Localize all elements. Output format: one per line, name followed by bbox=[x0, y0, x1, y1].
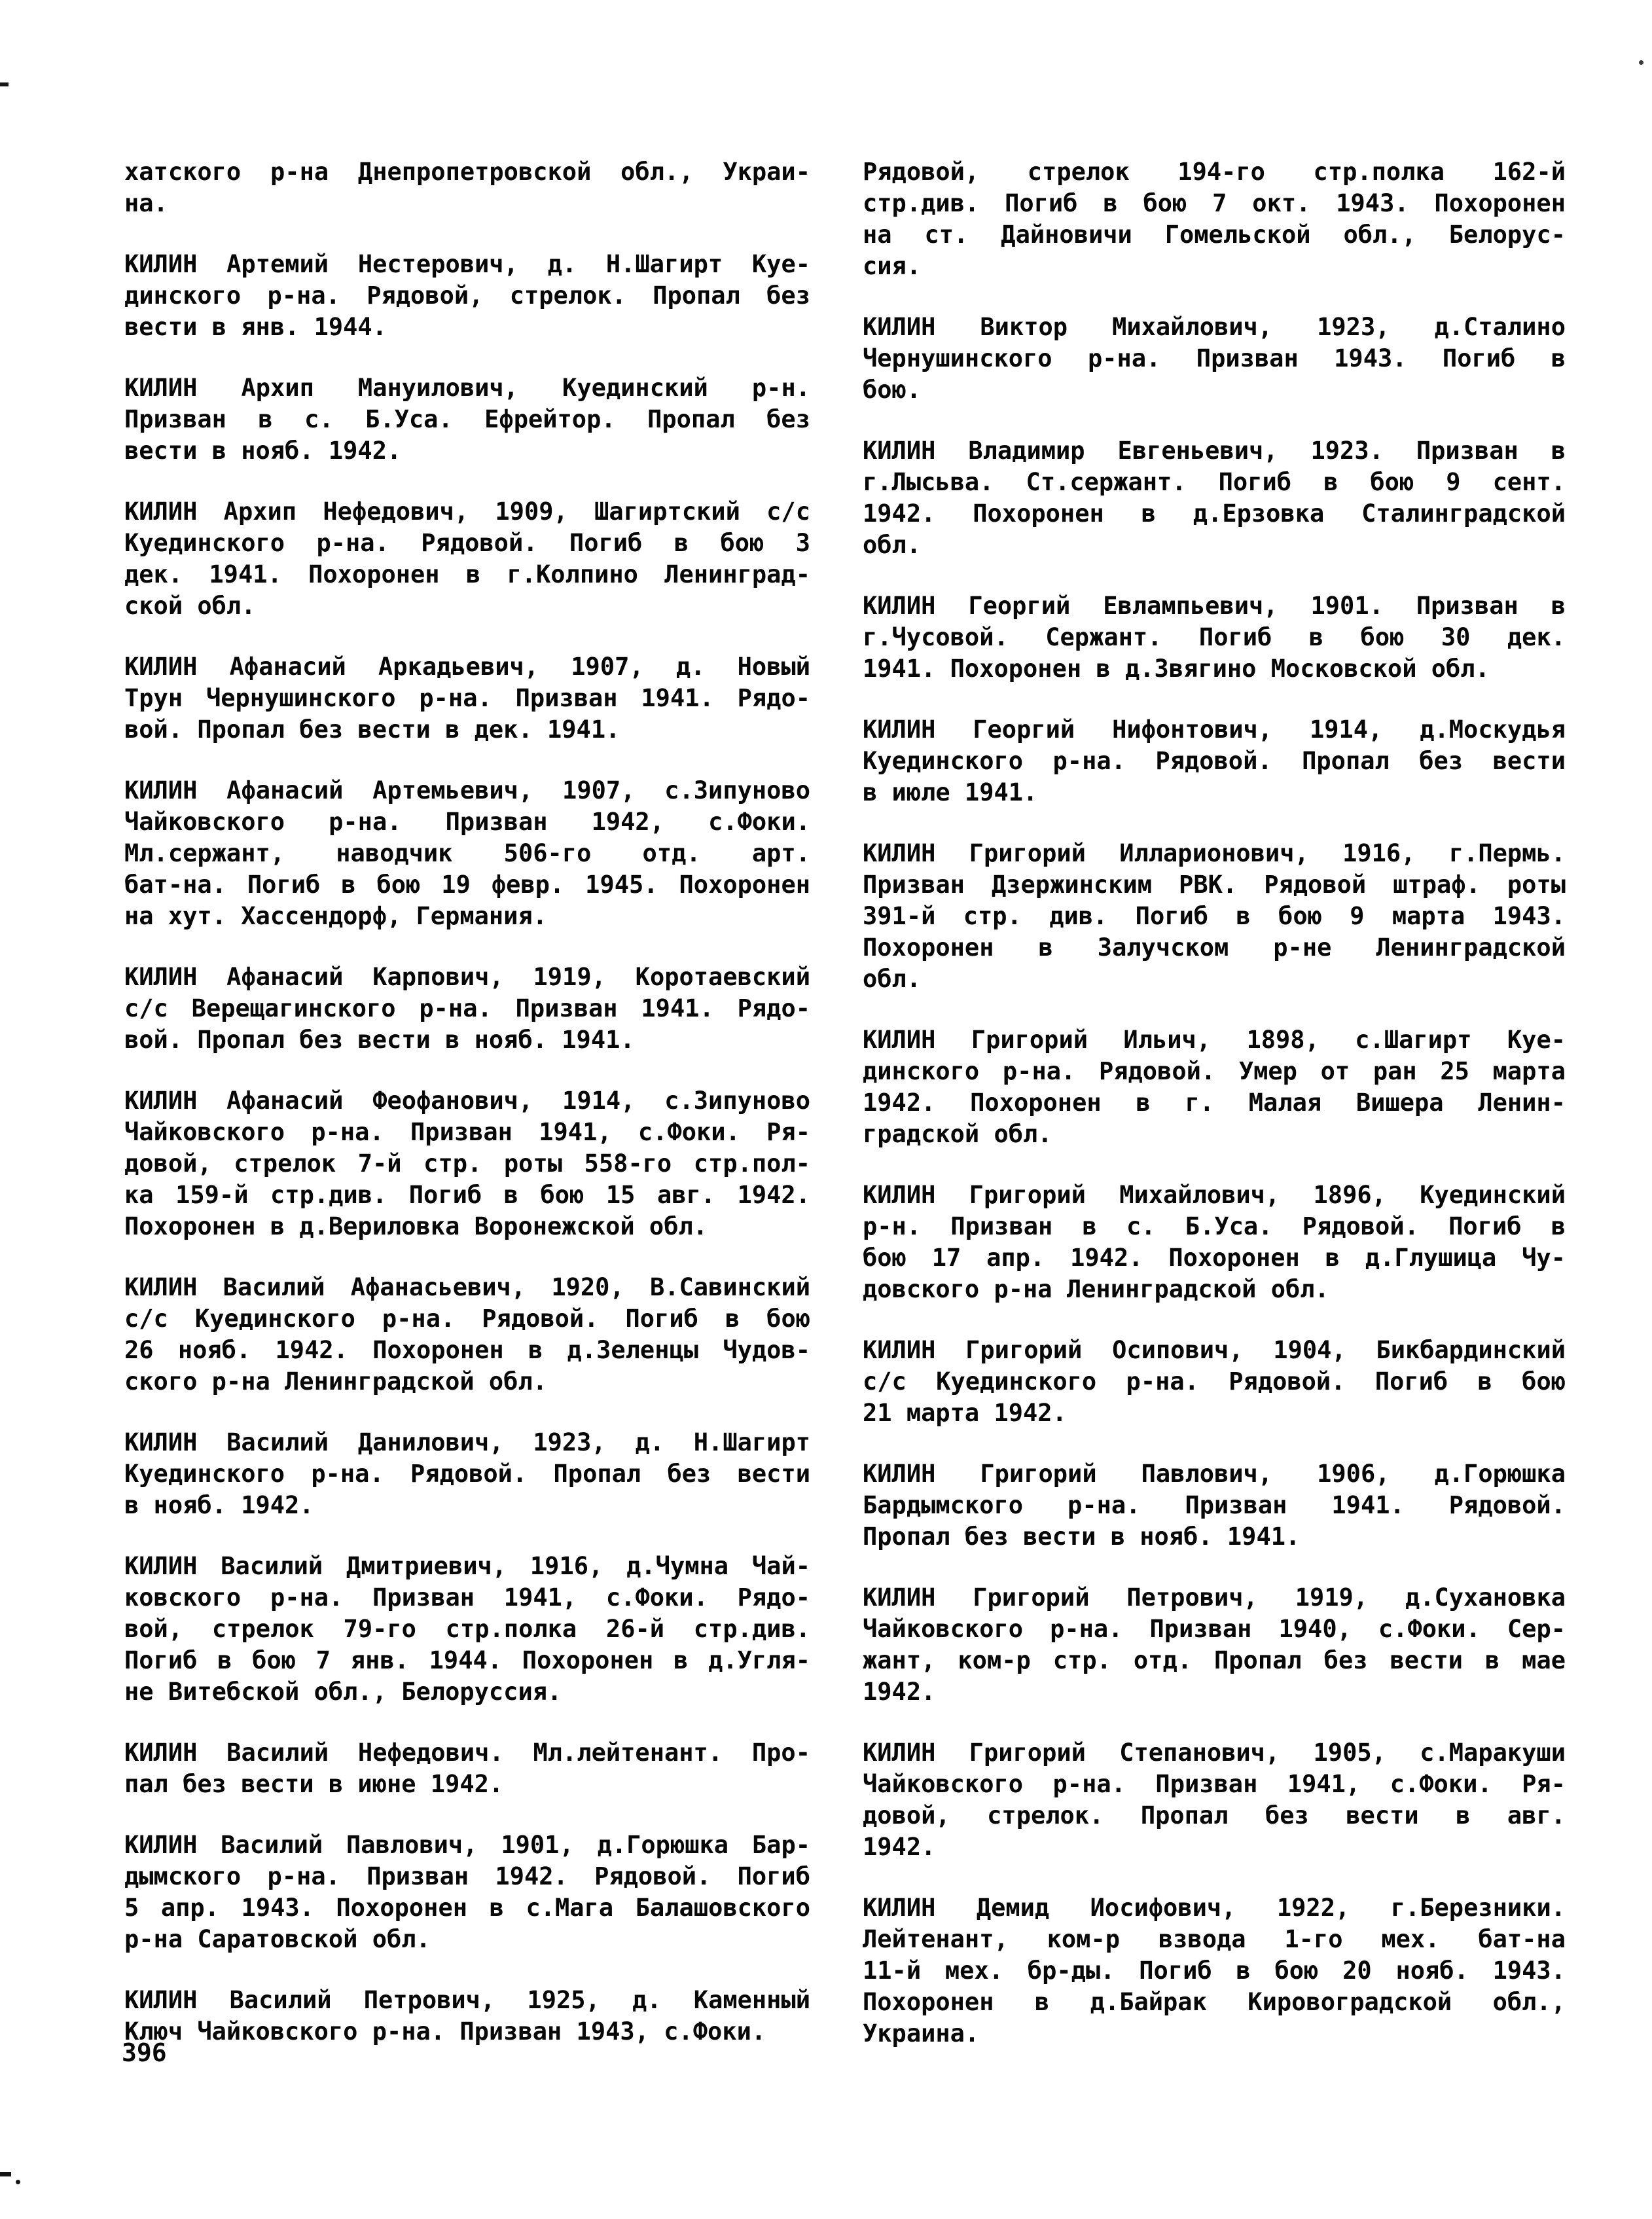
entry-line: КИЛИН Архип Мануилович, Куединский р-н. bbox=[124, 374, 810, 402]
entry-line: г.Лысьва. Ст.сержант. Погиб в бою 9 сент. bbox=[863, 468, 1566, 496]
entry-line: КИЛИН Григорий Петрович, 1919, д.Сухановка bbox=[863, 1583, 1566, 1612]
entry-line: динского р-на. Рядовой. Умер от ран 25 марта bbox=[863, 1057, 1566, 1085]
entry bbox=[863, 1582, 1566, 1708]
entry-line: 1942. bbox=[863, 1678, 936, 1706]
entry-line: пал без вести в июне 1942. bbox=[124, 1770, 504, 1798]
entry-line: КИЛИН Василий Павлович, 1901, д.Горюшка Бар- bbox=[124, 1831, 810, 1859]
entry-line: Похоронен в Залучском р-не Ленинградской bbox=[863, 933, 1566, 962]
page-number: 396 bbox=[122, 2038, 167, 2067]
entry-line: в нояб. 1942. bbox=[124, 1491, 314, 1519]
entry bbox=[124, 1737, 810, 1800]
entry-line: Чайковского р-на. Призван 1941, с.Фоки. Ря- bbox=[863, 1770, 1566, 1798]
entry-line: вой. Пропал без вести в дек. 1941. bbox=[124, 715, 620, 744]
entry-line: обл. bbox=[863, 531, 922, 559]
entry bbox=[124, 249, 810, 343]
entry-line: Чайковского р-на. Призван 1940, с.Фоки. Сер- bbox=[863, 1615, 1566, 1643]
entry-line: КИЛИН Василий Нефедович. Мл.лейтенант. Про- bbox=[124, 1739, 810, 1767]
entry-line: в июле 1941. bbox=[863, 778, 1038, 806]
entry bbox=[863, 1180, 1566, 1305]
entry-line: КИЛИН Афанасий Карпович, 1919, Коротаевский bbox=[124, 963, 810, 991]
entry-line: ского р-на Ленинградской обл. bbox=[124, 1367, 548, 1396]
entry-line: КИЛИН Георгий Евлампьевич, 1901. Призван в bbox=[863, 592, 1566, 620]
entry-line: с/с Куединского р-на. Рядовой. Погиб в бою bbox=[863, 1367, 1566, 1396]
entry-line: 5 апр. 1943. Похоронен в с.Мага Балашовского bbox=[124, 1894, 810, 1922]
scan-artifact bbox=[16, 2180, 20, 2184]
entry bbox=[124, 1427, 810, 1521]
entry-line: КИЛИН Демид Иосифович, 1922, г.Березники. bbox=[863, 1894, 1566, 1922]
entry-line: на. bbox=[124, 189, 168, 217]
entry bbox=[863, 1024, 1566, 1150]
entry-line: Бардымского р-на. Призван 1941. Рядовой. bbox=[863, 1491, 1566, 1519]
entry bbox=[124, 651, 810, 746]
entry-line: стр.див. Погиб в бою 7 окт. 1943. Похоронен bbox=[863, 189, 1566, 217]
entry-line: сия. bbox=[863, 252, 922, 280]
entry bbox=[124, 962, 810, 1056]
entry-line: КИЛИН Василий Данилович, 1923, д. Н.Шагирт bbox=[124, 1428, 810, 1456]
entry-line: КИЛИН Афанасий Феофанович, 1914, с.Зипуново bbox=[124, 1087, 810, 1115]
entry-line: ской обл. bbox=[124, 592, 256, 620]
entry-line: Призван в с. Б.Уса. Ефрейтор. Пропал без bbox=[124, 405, 810, 433]
entry-line: КИЛИН Георгий Нифонтович, 1914, д.Москудья bbox=[863, 715, 1566, 744]
entry-line: довой, стрелок. Пропал без вести в авг. bbox=[863, 1801, 1566, 1830]
entry-line: не Витебской обл., Белоруссия. bbox=[124, 1678, 562, 1706]
entry-line: 1942. Похоронен в г. Малая Вишера Ленин- bbox=[863, 1089, 1566, 1117]
entry-line: Погиб в бою 7 янв. 1944. Похоронен в д.Угля- bbox=[124, 1646, 810, 1674]
scan-artifact bbox=[1639, 60, 1643, 65]
entry-line: Чайковского р-на. Призван 1942, с.Фоки. bbox=[124, 808, 810, 836]
entry bbox=[124, 1272, 810, 1398]
entry-line: хатского р-на Днепропетровской обл., Украи- bbox=[124, 158, 810, 186]
entry-line: 21 марта 1942. bbox=[863, 1399, 1067, 1427]
entry-line: Трун Чернушинского р-на. Призван 1941. Рядо- bbox=[124, 684, 810, 712]
entry-line: КИЛИН Григорий Илларионович, 1916, г.Пермь. bbox=[863, 839, 1566, 867]
entry-line: Украина. bbox=[863, 2019, 980, 2048]
entry-line: Призван Дзержинским РВК. Рядовой штраф. роты bbox=[863, 871, 1566, 899]
entry-line: Мл.сержант, наводчик 506-го отд. арт. bbox=[124, 839, 810, 867]
entry-line: КИЛИН Григорий Ильич, 1898, с.Шагирт Куе- bbox=[863, 1026, 1566, 1054]
entry-line: КИЛИН Владимир Евгеньевич, 1923. Призван в bbox=[863, 437, 1566, 465]
entry-line: вой, стрелок 79-го стр.полка 26-й стр.див. bbox=[124, 1615, 810, 1643]
entry-line: КИЛИН Афанасий Аркадьевич, 1907, д. Новый bbox=[124, 653, 810, 681]
entry bbox=[124, 156, 810, 219]
entry-line: КИЛИН Григорий Михайлович, 1896, Куединский bbox=[863, 1181, 1566, 1209]
entry-line: на ст. Дайновичи Гомельской обл., Белорус- bbox=[863, 221, 1566, 249]
entry-line: 1942. Похоронен в д.Ерзовка Сталинградской bbox=[863, 499, 1566, 528]
entry-line: жант, ком-р стр. отд. Пропал без вести в мае bbox=[863, 1646, 1566, 1674]
entry bbox=[863, 435, 1566, 561]
entry-line: 391-й стр. див. Погиб в бою 9 марта 1943. bbox=[863, 902, 1566, 930]
entry-line: 1942. bbox=[863, 1833, 936, 1861]
entry-line: 11-й мех. бр-ды. Погиб в бою 20 нояб. 1943. bbox=[863, 1957, 1566, 1985]
entry bbox=[124, 496, 810, 622]
entry-line: КИЛИН Василий Петрович, 1925, д. Каменный bbox=[124, 1986, 810, 2014]
entry-line: КИЛИН Григорий Павлович, 1906, д.Горюшка bbox=[863, 1460, 1566, 1488]
entry-line: г.Чусовой. Сержант. Погиб в бою 30 дек. bbox=[863, 623, 1566, 651]
entry-line: ка 159-й стр.див. Погиб в бою 15 авг. 1942. bbox=[124, 1181, 810, 1209]
entry-line: Куединского р-на. Рядовой. Пропал без вести bbox=[124, 1460, 810, 1488]
entry-line: бою 17 апр. 1942. Похоронен в д.Глушица Чу- bbox=[863, 1244, 1566, 1272]
left-column bbox=[124, 156, 810, 2077]
entry-line: Чайковского р-на. Призван 1941, с.Фоки. Ря- bbox=[124, 1118, 810, 1146]
entry bbox=[124, 1830, 810, 1955]
entry-line: бат-на. Погиб в бою 19 февр. 1945. Похоронен bbox=[124, 871, 810, 899]
entry-line: КИЛИН Артемий Нестерович, д. Н.Шагирт Куе- bbox=[124, 250, 810, 278]
scan-artifact bbox=[0, 2172, 11, 2176]
entry-line: Похоронен в д.Байрак Кировоградской обл., bbox=[863, 1988, 1566, 2016]
entry-line: КИЛИН Григорий Осипович, 1904, Бикбардинский bbox=[863, 1336, 1566, 1364]
entry bbox=[863, 1335, 1566, 1429]
entry bbox=[863, 1892, 1566, 2049]
entry-line: Рядовой, стрелок 194-го стр.полка 162-й bbox=[863, 158, 1566, 186]
entry-line: на хут. Хассендорф, Германия. bbox=[124, 902, 548, 930]
entry-line: дымского р-на. Призван 1942. Рядовой. Погиб bbox=[124, 1862, 810, 1890]
entry bbox=[124, 1551, 810, 1708]
entry-line: с/с Верещагинского р-на. Призван 1941. Рядо- bbox=[124, 994, 810, 1022]
entry-line: с/с Куединского р-на. Рядовой. Погиб в бою bbox=[124, 1305, 810, 1333]
entry-line: КИЛИН Архип Нефедович, 1909, Шагиртский с/с bbox=[124, 497, 810, 526]
entry-line: КИЛИН Виктор Михайлович, 1923, д.Сталино bbox=[863, 313, 1566, 341]
entry-line: довского р-на Ленинградской обл. bbox=[863, 1275, 1329, 1303]
entry-line: градской обл. bbox=[863, 1120, 1052, 1148]
entry-line: ковского р-на. Призван 1941, с.Фоки. Рядо- bbox=[124, 1583, 810, 1612]
entry-line: 26 нояб. 1942. Похоронен в д.Зеленцы Чудов- bbox=[124, 1336, 810, 1364]
entry-line: КИЛИН Афанасий Артемьевич, 1907, с.Зипуново bbox=[124, 776, 810, 804]
entry-line: КИЛИН Василий Афанасьевич, 1920, В.Савинский bbox=[124, 1273, 810, 1301]
entry-line: р-н. Призван в с. Б.Уса. Рядовой. Погиб в bbox=[863, 1212, 1566, 1240]
entry-line: Лейтенант, ком-р взвода 1-го мех. бат-на bbox=[863, 1925, 1566, 1953]
entry-line: вой. Пропал без вести в нояб. 1941. bbox=[124, 1026, 635, 1054]
entry-line: вести в янв. 1944. bbox=[124, 313, 387, 341]
entry bbox=[863, 714, 1566, 808]
right-column bbox=[863, 156, 1566, 2079]
entry-line: Чернушинского р-на. Призван 1943. Погиб в bbox=[863, 344, 1566, 372]
entry bbox=[124, 372, 810, 467]
entry-line: довой, стрелок 7-й стр. роты 558-го стр.пол- bbox=[124, 1149, 810, 1178]
entry-line: КИЛИН Василий Дмитриевич, 1916, д.Чумна Чай- bbox=[124, 1552, 810, 1580]
entry-line: Куединского р-на. Рядовой. Пропал без вести bbox=[863, 747, 1566, 775]
entry bbox=[124, 775, 810, 932]
scan-artifact bbox=[0, 82, 9, 86]
entry bbox=[863, 838, 1566, 995]
entry-line: Пропал без вести в нояб. 1941. bbox=[863, 1523, 1301, 1551]
entry-line: дек. 1941. Похоронен в г.Колпино Ленинград- bbox=[124, 560, 810, 588]
entry-line: динского р-на. Рядовой, стрелок. Пропал без bbox=[124, 281, 810, 310]
entry-line: Похоронен в д.Вериловка Воронежской обл. bbox=[124, 1212, 708, 1240]
entry-line: обл. bbox=[863, 965, 922, 993]
entry bbox=[124, 1985, 810, 2048]
entry-line: вести в нояб. 1942. bbox=[124, 437, 402, 465]
entry-line: бою. bbox=[863, 376, 922, 404]
entry bbox=[863, 1458, 1566, 1553]
entry bbox=[863, 590, 1566, 685]
entry-line: Куединского р-на. Рядовой. Погиб в бою 3 bbox=[124, 529, 810, 557]
entry-line: р-на Саратовской обл. bbox=[124, 1925, 431, 1953]
entry-line: 1941. Похоронен в д.Звягино Московской обл. bbox=[863, 655, 1490, 683]
entry-line: КИЛИН Григорий Степанович, 1905, с.Маракуши bbox=[863, 1739, 1566, 1767]
entry bbox=[863, 1737, 1566, 1863]
entry bbox=[863, 156, 1566, 282]
entry bbox=[124, 1085, 810, 1242]
entry-line: Ключ Чайковского р-на. Призван 1943, с.Фоки. bbox=[124, 2017, 766, 2046]
entry bbox=[863, 312, 1566, 406]
